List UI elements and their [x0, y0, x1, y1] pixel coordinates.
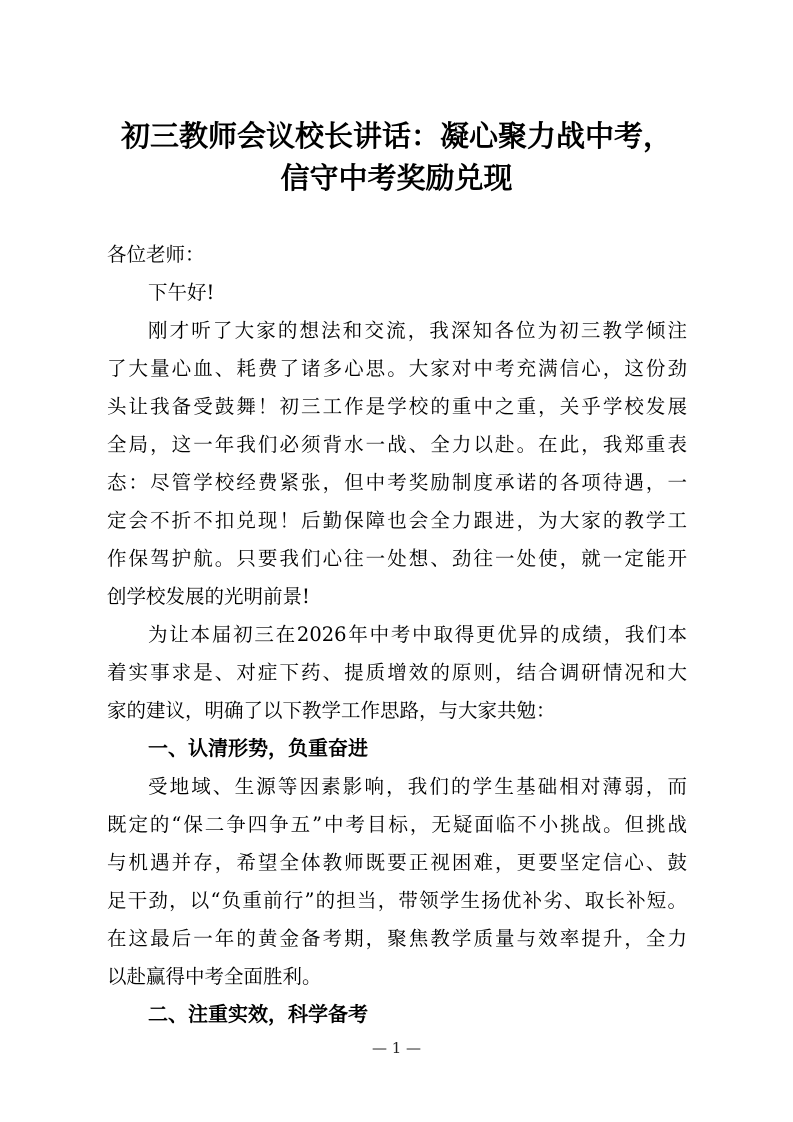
section-1-line: 与机遇并存，希望全体教师既要正视困难，更要坚定信心、鼓 — [107, 851, 687, 874]
section-1-line: 在这最后一年的黄金备考期，聚焦教学质量与效率提升，全力 — [107, 927, 687, 950]
page-number: — 1 — — [371, 1039, 422, 1057]
greeting: 下午好! — [148, 281, 215, 304]
section-1-line: 足干劲，以“负重前行”的担当，带领学生扬优补劣、取长补短。 — [107, 889, 687, 912]
section-1-line: 以赴赢得中考全面胜利。 — [107, 965, 322, 988]
section-1-heading: 一、认清形势，负重奋进 — [148, 736, 368, 760]
paragraph-2-line: 为让本届初三在2026年中考中取得更优异的成绩，我们本 — [148, 623, 687, 646]
document-title-line-1: 初三教师会议校长讲话：凝心聚力战中考， — [120, 119, 672, 153]
paragraph-2-line: 家的建议，明确了以下教学工作思路，与大家共勉： — [107, 699, 556, 722]
paragraph-1-line: 作保驾护航。只要我们心往一处想、劲往一处使，就一定能开 — [107, 547, 687, 570]
document-title-line-2: 信守中考奖励兑现 — [280, 161, 513, 195]
paragraph-1-line: 定会不折不扣兑现！后勤保障也会全力跟进，为大家的教学工 — [107, 509, 687, 532]
paragraph-1-line: 头让我备受鼓舞！初三工作是学校的重中之重，关乎学校发展 — [107, 395, 687, 418]
paragraph-1-line: 全局，这一年我们必须背水一战、全力以赴。在此，我郑重表 — [107, 433, 687, 456]
paragraph-1-line: 刚才听了大家的想法和交流，我深知各位为初三教学倾注 — [148, 319, 687, 342]
paragraph-1-line: 态：尽管学校经费紧张，但中考奖励制度承诺的各项待遇，一 — [107, 471, 687, 494]
section-2-heading: 二、注重实效，科学备考 — [148, 1002, 368, 1026]
section-1-line: 受地域、生源等因素影响，我们的学生基础相对薄弱，而 — [148, 775, 687, 798]
paragraph-1-line: 了大量心血、耗费了诸多心思。大家对中考充满信心，这份劲 — [107, 357, 687, 380]
paragraph-1-line: 创学校发展的光明前景! — [107, 585, 310, 608]
salutation: 各位老师： — [107, 243, 205, 266]
paragraph-2-line: 着实事求是、对症下药、提质增效的原则，结合调研情况和大 — [107, 661, 687, 684]
section-1-line: 既定的“保二争四争五”中考目标，无疑面临不小挑战。但挑战 — [107, 813, 687, 836]
